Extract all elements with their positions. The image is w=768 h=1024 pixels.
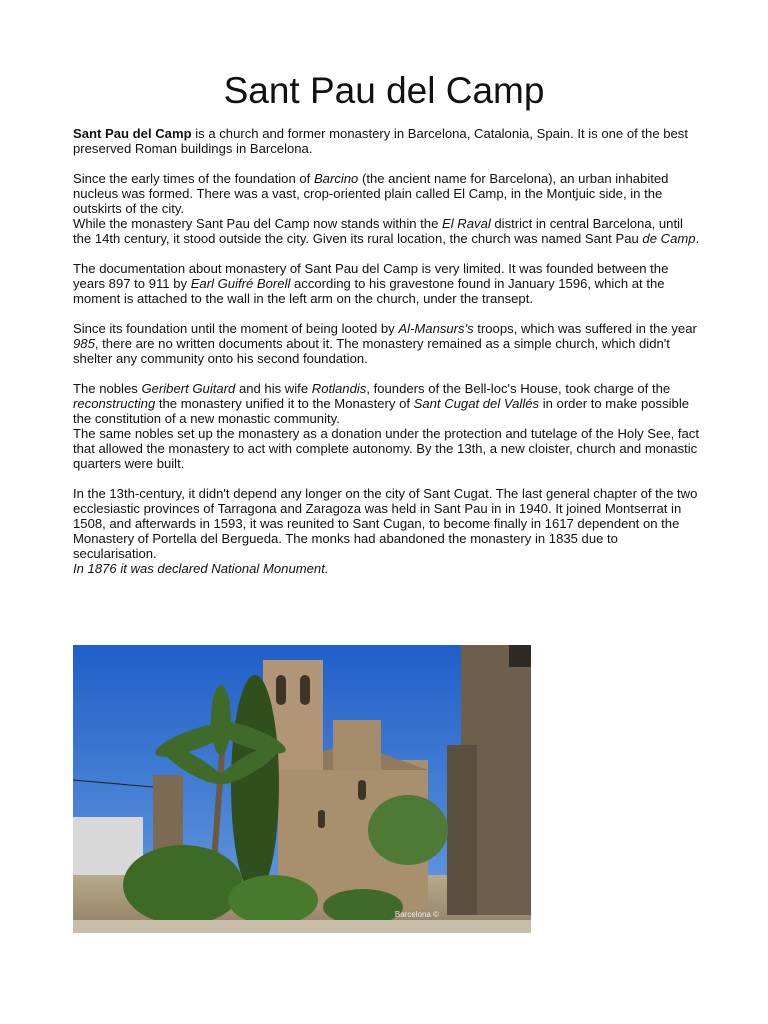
emphasis: Al-Mansurs's xyxy=(398,321,474,336)
olive-tree xyxy=(368,795,448,865)
church-window xyxy=(358,780,366,800)
emphasis: Geribert Guitard xyxy=(141,381,236,396)
paragraph-foundation xyxy=(73,321,701,366)
path xyxy=(73,920,531,933)
text: according to his gravestone found in January 1596, which at the moment is attached to the wall in the left arm on the church, under the transept. xyxy=(73,276,665,306)
paragraph-documentation xyxy=(73,261,701,306)
article-body xyxy=(73,126,701,591)
shrub xyxy=(228,875,318,925)
text: (the ancient name for Barcelona), an urban inhabited nucleus was formed. There was a vast, crop-oriented plain called El Camp, in the Montjuic side, in the outskirts of the city. xyxy=(73,171,669,216)
photo-watermark: Barcelona © xyxy=(394,910,439,919)
emphasis: 985 xyxy=(73,336,95,351)
text: and his wife xyxy=(235,381,312,396)
church-photo-illustration xyxy=(73,645,531,933)
text: Since the early times of the foundation of xyxy=(73,171,314,186)
paragraph-nobles xyxy=(73,381,701,426)
tower-window xyxy=(300,675,310,705)
text: The documentation about monastery of Sant Pau del Camp is very limited. It was founded between the years 897 to 911 by xyxy=(73,261,669,291)
emphasis: Earl Guifré Borell xyxy=(190,276,291,291)
tower-window xyxy=(276,675,286,705)
paragraph-raval xyxy=(73,216,701,246)
side-tower xyxy=(333,720,381,770)
church-window xyxy=(318,810,325,828)
cypress-tree xyxy=(231,675,279,895)
intro-text: is a church and former monastery in Barcelona, Catalonia, Spain. It is one of the best preserved Roman buildings in Barcelona. xyxy=(73,126,688,156)
paragraph-barcino xyxy=(73,171,701,216)
text: The nobles xyxy=(73,381,142,396)
paragraph-national-monument xyxy=(73,561,701,576)
emphasis: Rotlandis xyxy=(311,381,367,396)
emphasis: In 1876 it was declared National Monument. xyxy=(73,561,329,576)
text: the monastery unified it to the Monastery of xyxy=(155,396,414,411)
emphasis: Barcino xyxy=(313,171,359,186)
paragraph-intro xyxy=(73,126,701,156)
emphasis: reconstructing xyxy=(73,396,156,411)
right-window xyxy=(509,645,531,667)
text: . xyxy=(695,231,700,246)
paragraph-13th-century: In the 13th-century, it didn't depend any longer on the city of Sant Cugat. The last general chapter of the two ecclesiastic provinces of Tarragona and Zaragoza was held in Sant Pau in in 1940. It joined Montserrat in 1508, and afterwards in 1593, it was reunited to Sant Cugan, to become finally in 1617 dependent on the Monastery of Portella del Bergueda. The monks had abandoned the monastery in 1835 due to secularisation. xyxy=(73,486,698,561)
text: Since its foundation until the moment of being looted by xyxy=(73,321,399,336)
intro-bold-name: Sant Pau del Camp xyxy=(73,126,192,141)
church-photo xyxy=(73,645,531,933)
text: , there are no written documents about it. The monastery remained as a simple church, which didn't shelter any community onto his second foundation. xyxy=(73,336,670,366)
text: While the monastery Sant Pau del Camp now stands within the xyxy=(73,216,442,231)
paragraph-holy-see: The same nobles set up the monastery as a donation under the protection and tutelage of the Holy See, fact that allowed the monastery to act with complete autonomy. By the 13th, a new cloister, church and monastic quarters were built. xyxy=(73,426,699,471)
emphasis: El Raval xyxy=(442,216,491,231)
text: district in central Barcelona, until the 14th century, it stood outside the city. Given its rural location, the church was named Sant Pau xyxy=(73,216,683,246)
text: in order to make possible the constitution of a new monastic community. xyxy=(73,396,690,426)
emphasis: de Camp xyxy=(642,231,696,246)
right-building-wall xyxy=(447,745,477,915)
shrub xyxy=(123,845,243,925)
text: troops, which was suffered in the year xyxy=(473,321,697,336)
page-title: Sant Pau del Camp xyxy=(223,70,545,111)
shrub xyxy=(323,889,403,925)
emphasis: Sant Cugat del Vallés xyxy=(413,396,540,411)
text: , founders of the Bell-loc's House, took charge of the xyxy=(366,381,671,396)
